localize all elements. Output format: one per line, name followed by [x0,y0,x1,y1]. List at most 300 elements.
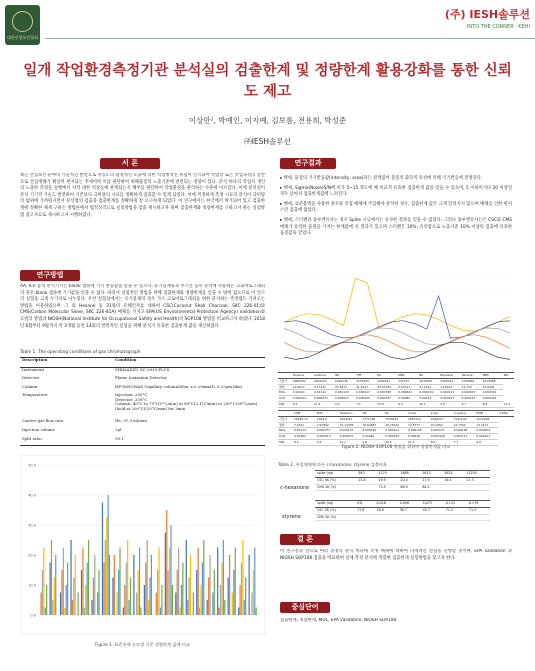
fig1-caption: Figure 1. 표준용액 농도별 기준 정량한계 값에 비교 [95,642,190,647]
fig1-bar [169,548,170,616]
mdl-table-b-cell: 10.64987 [361,422,384,428]
fig1-bar [202,563,203,616]
fig1-bar [84,608,85,616]
mdl-table-b-cell: 0.000527 [339,434,362,440]
section-heading-conclusion: 결 론 [280,534,330,545]
fig1-bar [91,600,92,615]
table2-a-cell: 11250 [464,471,490,478]
mdl-table-a-cell: 0.000822 [397,390,418,396]
mdl-table-a-cell: 0.001124 [334,390,355,396]
table2-b-cell: 0.135 [444,501,467,508]
mdl-table-b-cell: 0.000141 [339,428,362,434]
mdl-table-a-cell: IPA [334,373,355,379]
conclusion-text: 이 연구결과 앞으로 여러 측정의 분석 허나에 측정 매체에 대하여 다계적인 실험을 진행할 것이며, EPA validation 과 NIOSH SOP108 검출을 비교하여 실제 측정 분석에 적합한 검출한계 실험방법을 찾고자 한다. [280,549,512,561]
fig1-bar [54,578,55,616]
mdl-table-a-cell: 3.17341 [313,384,334,390]
fig1-bar [177,570,178,615]
fig1-bar [193,593,194,616]
fig1-bar [88,540,89,615]
fig1-bar [81,570,82,615]
table2-a-cell: CSC SK (%) [315,477,356,484]
mdl-table-a-cell: Acetone [313,373,334,379]
table2-a-cell: 5625 [442,471,464,478]
mdl-table-b-cell: 0.000213 [316,434,339,440]
table2-b-cell: 71.3 [467,507,490,514]
table2-a-cell: 17.9 [420,477,442,484]
fig1-bar [144,585,145,615]
fig1-bar [149,578,150,616]
table2-a-cell [356,484,376,491]
mdl-table-a-cell: 0.000319 [482,390,503,396]
fig1-y-tick: 40.0 [28,493,36,498]
mdl-table-b-cell: 2-EHA [498,411,514,417]
mdl-table-a-cell: 0.01114 [313,390,334,396]
fig1-y-tick: 20.0 [28,553,36,558]
header-divider [45,38,535,39]
mdl-table-a-cell: 0.000219 [418,390,439,396]
fig1-y-tick: 0.0 [30,613,36,618]
table2-b-cell [374,514,397,521]
mdl-table-a-cell: 10.1 [418,401,439,407]
mdl-table-b-cell: 0.000411 [475,434,498,440]
fig1-y-tick: 30.0 [28,523,36,528]
mdl-table-a-cell: 12.8 [376,401,397,407]
fig1-bar [182,563,183,616]
fig1-bar [133,555,134,615]
fig1-bar [45,608,46,616]
table2-a-cell: 20.4 [398,477,420,484]
mdl-table-a-cell: 13.4 [503,401,514,407]
poster-title: 일개 작업환경측정기관 분석실의 검출한계 및 정량한계 활용강화를 통한 신뢰도 제고 [23,62,512,100]
table2-a-cell: spike (ng) [315,471,356,478]
table2-b-cell: 77.6 [355,507,374,514]
mdl-table-a-cell: 0.00082 [397,396,418,402]
mdl-table-b-cell: 6.2 [293,439,316,445]
fig1-bar [253,570,254,615]
mdl-table-a-cell: 0.000121 [439,396,460,402]
table2-b-cell: 0.072 [421,501,444,508]
fig1-bar [219,608,220,616]
fig1-bar [140,608,141,616]
fig1-bar-chart [20,455,265,635]
mdl-table-a-cell: 0.000407 [460,390,481,396]
section-heading-intro: 서 론 [100,158,160,169]
mdl-table-b-cell: 12.13305 [339,422,362,428]
mdl-table-b-cell: 9.4 [316,439,339,445]
table2-b-row [315,514,490,521]
mdl-table-b-cell: 12.7302 [453,422,476,428]
mdl-table-a-cell: 0000402 [292,378,313,384]
mdl-table-b-cell: PCE [316,411,339,417]
keywords-text: 검출한계, 정량한계, MDL, EPA validation, NIOSH SOP108 [280,618,397,623]
table2-a-row [315,477,490,484]
table1-cell: 2μl [115,426,122,432]
mdl-table-b-cell: 7.0721 [293,422,316,428]
fig1-bar [87,563,88,616]
mdl-table-a-cell: 21.2021 [418,384,439,390]
fig1-bar [166,510,167,615]
seal-icon [12,11,33,32]
mdl-table-b-cell: 0.000127 [430,428,453,434]
mdl-table-b-cell: 0.000117 [453,434,476,440]
fig1-bar [160,608,161,616]
mdl-table-b-cell: Ep [384,411,407,417]
mdl-table-b-cell: 0.00114 [293,428,316,434]
mdl-table-a-cell: 7249094 [460,378,481,384]
fig1-bar [130,578,131,616]
table1-cell: SHIMADZU GC-2010-PLUS [115,366,170,372]
mdl-table-b-cell: 12.3 [407,439,430,445]
mdl-table-b-cell: CB [361,411,384,417]
table2-b-cell: CMS SK (%) [315,514,355,521]
mdl-table-a-cell: 0.000417 [355,390,376,396]
mdl-table-b-cell: MDL [278,428,293,434]
fig1-bar [52,600,53,615]
fig1-bar [139,548,140,616]
results-bullet: ▸ 헥세, 물질의 기기반응값(intensity, area)과는 관계없이 물질의 화학적 특성에 의해 기기반응에 결정된다. [280,176,483,181]
fig1-bar [109,555,110,615]
fig1-bar [209,555,210,615]
fig1-bar [245,578,246,616]
logo-caption: 대한산업보건협회 [7,35,38,40]
table2-b-cell: CSC SK (%) [315,507,355,514]
table2-c-hexanone [315,470,490,491]
fig1-bar [244,600,245,615]
table1-header: Condition [115,357,137,362]
table1-cell: Temperature [22,392,48,398]
fig1-bar [181,585,182,615]
fig1-bar [212,593,213,616]
fig1-bar [165,533,166,616]
mdl-table-b-cell: S/N [278,439,293,445]
mdl-table-a-cell: 13.8012 [439,384,460,390]
fig1-bar [123,608,124,616]
company-logo-name: (주) IESH솔루션 [444,8,530,21]
mdl-table-b-cell: 3222208 [475,416,498,422]
fig1-bar [187,600,188,615]
table2-b-cell: 0.056 [398,501,421,508]
fig1-bar [118,570,119,615]
mdl-table-b-cell: 29259.72 [293,416,316,422]
fig1-bar [43,548,44,616]
fig1-bar [256,608,257,616]
fig1-bar [251,593,252,616]
results-bullets [280,176,512,241]
mdl-table-b-cell: 0.000204 [475,428,498,434]
mdl-table-a-cell: 122547 [397,378,418,384]
mdl-table-a-cell: BA [418,373,439,379]
mdl-table-a-cell: Hexane [292,373,313,379]
table2-a-cell: 21.3 [464,477,490,484]
mdl-table-b-cell: 3265711 [407,416,430,422]
table2-b-cell [398,514,421,521]
table2-styrene [315,500,490,521]
mdl-table-a-cell: S/N [278,401,292,407]
fig1-bar [168,570,169,615]
table2-b-cell [467,514,490,521]
intro-text: 최근 산업보건 분야의 기술적인 발전으로 저농도의 환경적인 노출에 의한 직업병적인 위험이 인식되어 작업장 또는 작업과정의 일반으로 산업재해가 확실히 현저되는 추세이며 이를 판단하여 위해물질의 노출기준에 관련되는 경향이 있다. 분석 허나의 작업자 개인의 노출한 측정을 실행에서 자작 대한 역상들에 관계되는지 해부를 판단하여 작업환경을 관리하는 수준에 이르렀다. 이에 분석실이 분석 기기적 기술도 발전하여 기존보다 극미량의 시료를 정확하게 검출할 수 있게 되었다. 이에 적정하게 측정 시료의 분석이 극미량의 범위에 가까워지면서 분석법의 검출과 검출한계를 정확하게 잘 요구하게 되었다. 이 연구에서는 한국에서 허가되어 있고 검출한계에 정확한 체계 구하는 방법론에서 법적성격으로 실험방법을 검출 재시하고자 하며 검출한계와 정량한계를 구하고자 하는 실험방법 참고자료로 제시하고자 시행하였다. [20,173,265,218]
mdl-table-a-cell: 9.7 [460,401,481,407]
fig1-bar [85,585,86,615]
fig1-bar [119,548,120,616]
mdl-table-b-cell: 0.000257 [316,428,339,434]
fig1-bar [203,540,204,615]
fig1-bar [249,555,250,615]
mdl-table-a-cell: 0.000122 [460,396,481,402]
table2-a-row [315,471,490,478]
mdl-table-a-cell: MEK [397,373,418,379]
table1-cell: Instrument [22,366,45,372]
fig1-bar [61,570,62,615]
fig2-line-chart [278,270,514,370]
table2-a-cell: 2813 [420,471,442,478]
fig1-bar [190,555,191,615]
fig2-caption: Figure 2. NIOSH SOP108 방법을 위하여 정량한계값 비교 [341,444,451,449]
mdl-table-a-cell: 8.8 [482,401,503,407]
mdl-table-b-cell: 절편 [278,422,293,428]
author-list: 이상만¹, 박예인, 이지예, 김보름, 전용희, 박성준 [188,116,347,125]
table2-b-row [315,501,490,508]
section-heading-keywords: 중심단어 [280,602,330,613]
mdl-table-a-cell: 0.97721 [397,384,418,390]
fig1-bar [94,555,95,615]
mdl-table-a-cell: 0.005311 [292,396,313,402]
mdl-table-a-cell: 3200014 [439,378,460,384]
fig1-bar [238,608,239,616]
mdl-table-a-cell: 0.000412 [482,396,503,402]
mdl-table-a-cell: 6461145 [334,378,355,384]
mdl-table-a-cell: 9.3 [334,401,355,407]
table2-b-cell: 0.179 [467,501,490,508]
table2-b-cell: spike (ng) [315,501,355,508]
table1-cell: Flame Ionization Detector [115,375,167,381]
mdl-table-b-cell: 8.9 [430,439,453,445]
fig1-bar [172,585,173,615]
mdl-table-b-cell: EMB [475,411,498,417]
mdl-table-b-cell: 0.00362 [293,434,316,440]
fig1-bar [148,600,149,615]
fig1-bar [112,578,113,616]
fig1-bar [55,555,56,615]
fig1-bar [224,600,225,615]
fig1-bar [156,593,157,616]
fig1-bar [126,563,127,616]
table2-caption: Table 2. 주입매체에 따른 c-hexanone, styrene 검출비율 [278,462,387,467]
table2-b-cell [444,514,467,521]
fig1-bar [75,555,76,615]
table2-a-row [315,484,490,491]
mdl-table-a-cell: 6.4 [397,401,418,407]
mdl-table-a-cell: 0.000027 [334,396,355,402]
fig1-bar [220,585,221,615]
mdl-table-b-cell: o-xylene [453,411,476,417]
fig1-bar [106,518,107,616]
mdl-table-a-cell: 0.00143 [418,396,439,402]
mdl-table-b-cell: 13.8773 [407,422,430,428]
fig1-bar [242,540,243,615]
fig1-bar [145,563,146,616]
mdl-table-b-cell: 10.5 [384,439,407,445]
mdl-table-a-cell: MBK [482,373,503,379]
table1-cell: He, 91.9 ml/min [115,418,147,424]
mdl-table-a-cell: 기울기 [278,378,292,384]
mdl-table-a-cell: 2033505 [418,378,439,384]
mdl-table-a-cell: 0402151 [313,378,334,384]
mdl-table-a-cell: 0.000472 [313,396,334,402]
mdl-table-a-cell: MDL [278,390,292,396]
table2-a-cell: 16.4 [442,477,464,484]
table2-b-cell: 36.7 [398,507,421,514]
mdl-table-a-cell: 11.779 [460,384,481,390]
mdl-table-a-cell: 7.5 [355,401,376,407]
mdl-table-b-cell: 0.00046 [361,434,384,440]
mdl-table-b-cell: 7.1 [453,439,476,445]
mdl-table-a-cell: Benzene [439,373,460,379]
mdl-table-a-cell: 5.9 [439,401,460,407]
table2-b-cell: 71.2 [444,507,467,514]
mdl-table-a-cell: 0.000925 [355,396,376,402]
mdl-table-b-cell: 0.000198 [453,428,476,434]
fig1-bar [108,495,109,615]
fig1-bar [157,570,158,615]
table2-a-cell: 64.2 [420,484,442,491]
fig1-bar [235,548,236,616]
fig1-bar [60,593,61,616]
fig1-bar [72,600,73,615]
mdl-table-b-cell: 0.000408 [430,434,453,440]
table1-cell: Injection: 250°C Detector: 250°C Column: 40°C to 70°(10°C/min) to 80°C(5.1°C/min) to 200°C(30°C/min)(hold at 200°C)(20°C/min) for 3min [115,392,258,411]
mdl-table-b-cell: 0.000195 [361,428,384,434]
fig1-bar [207,600,208,615]
fig1-bar [128,600,129,615]
mdl-table-b-cell: 0.000311 [384,428,407,434]
fig1-bar [254,548,255,616]
fig1-bar [105,540,106,615]
table1-cell: Column [22,383,38,389]
mdl-table-b-cell: 기울기 [278,416,293,422]
methods-text: AA, ICP 등의 분석기기는 blank 샘플에 기기 반응값을 얻을 수 있으나, 유기용제류과 무기산 등의 분석에 사용하는 크로마토그래피의 경우 blank 샘플에 기기값을 얻을 수 없다. 따라서 실험적인 방법을 위해 검출한계와 정량한계를 얻을 수 밖에 없으므로 이 연구의 실험을 크게 두가지로 나누었다. 우선 실험실에서는 유기용제의 경우 가스 크로마토그래피를 위한 분석하는 측정법도 가져오는 방법을 이용하였으며 그 외 Hexane 등 21종의 유해인자를 대하여 CSC(Coconut Shell Charcoal, SKC 226-01)와 CMS(Carbon Molecular Sieve, SKC 226-81A) 매체를 가지고 EPA(US Environmental Protection Agency) validation와 모델의 방법과 NIOSH(National Institute for Occupational Safety and Health)의 SOP108 방법을 비교하고자 하였다. 2018년 6월부터 9월까지 약 3개월 동안 14회의 반복적인 실험을 위해 분석기 유효한 검출한계 값을 계산하였다. [20,284,265,329]
fig1-bar [223,540,224,615]
fig1-bar [117,593,118,616]
mdl-table-b-cell: 0.000126 [407,428,430,434]
mdl-table-a-cell: 16.0011 [292,384,313,390]
table2-b-cell [355,514,374,521]
fig1-bar [64,608,65,616]
fig1-y-tick: 10.0 [28,583,36,588]
fig1-bar [73,578,74,616]
fig1-bar [103,563,104,616]
fig1-bar [114,555,115,615]
table2-b-cell: 0.016 [374,501,397,508]
mdl-table-b [278,410,514,446]
fig1-bar [93,578,94,616]
compound-label-styrene: styrene [282,514,301,520]
fig1-bar [51,540,52,615]
table2-a-cell: 15.8 [356,477,376,484]
mdl-table-a-cell: 15.0405 [482,384,503,390]
mdl-table-b-cell: 1771180 [361,416,384,422]
mdl-table-a-cell: IBA [503,373,514,379]
affiliation: ㈜IESH솔루션 [244,137,291,146]
mdl-table-a-cell: 30.97189 [376,384,397,390]
table2-a-cell: 73.5 [376,484,398,491]
mdl-table-a-cell: 2219068 [482,378,503,384]
fig1-bar [228,578,229,616]
mdl-table-a-cell: EA [376,373,397,379]
table1-cell: Split ratio [22,435,42,441]
fig1-bar [233,570,234,615]
fig1-bar [170,525,171,615]
fig1-bar [49,563,50,616]
fig1-bar [124,585,125,615]
fig1-bar [147,540,148,615]
fig1-bar [221,563,222,616]
fig1-bar [46,585,47,615]
table2-a-cell: 1688 [398,471,420,478]
table2-b-cell [421,514,444,521]
fig1-bar [42,570,43,615]
fig1-bar [151,555,152,615]
table2-a-cell: CMS SK (%) [315,484,356,491]
mdl-table-a-cell: 0.000788 [376,390,397,396]
fig1-bar [66,585,67,615]
fig1-bar [229,555,230,615]
table1-cell: Injection volume [22,426,55,432]
association-logo [5,5,40,45]
mdl-table-b-cell: 11.1 [339,439,362,445]
results-bullet: ▸ 헥세, 스티렌과 톨루엔유사는 경우 Spike 시료에서는 유사한 결과를 얻을 수 없었다. 그러나 톨루엔유사는은 CSC와 CMS 매체가 유의한 품질을 가지는 한계값에 선 결과가 있으며 스티렌은 10%, 유의함으로 노출기준 10% 이상의 검출에 유효한 품질값을 얻었다. [280,217,512,237]
fig1-bar [198,548,199,616]
mdl-table-b-cell: p-Xyl [430,411,453,417]
table1-cell: Carrier gas flow rate [22,418,64,424]
fig1-bar [208,578,209,616]
mdl-table-b-cell: 2.97952 [316,422,339,428]
mdl-table-a-row [278,401,514,407]
mdl-table-b-cell: 7.8 [361,439,384,445]
mdl-table-b-cell: LOQ [278,434,293,440]
fig1-bar [239,585,240,615]
company-logo [435,6,530,34]
fig1-bar [186,540,187,615]
fig1-bar [70,540,71,615]
table2-b-cell: 45.7 [421,507,444,514]
mdl-table-a-cell: 절편 [278,384,292,390]
table1-header: Description [22,357,48,362]
fig1-bar [158,548,159,616]
table2-a-cell: 563 [356,471,376,478]
mdl-table-a-cell: 8.1 [292,401,313,407]
fig1-bar [127,540,128,615]
fig1-bar [214,570,215,615]
mdl-table-b-cell: Hexanon [339,411,362,417]
table1-cell: HP-INNOWAX Capillary column(60m, x 0.25mmID, 0.25μm film) [115,383,243,389]
section-heading-methods: 연구방법 [20,270,80,281]
fig1-bar [175,593,176,616]
compound-label-c-hexanone: c-hexanone [280,485,310,491]
fig1-bar [77,593,78,616]
mdl-table-b-cell: 2946257 [430,416,453,422]
mdl-table-a-cell: 0.000787 [376,396,397,402]
fig1-bar [97,593,98,616]
table2-a-cell [442,484,464,491]
company-logo-sub: INTO THE CORNER · KEHI [466,24,530,30]
table1-cell: 90:1 [115,435,124,441]
mdl-table-b-cell: 13.0417 [475,422,498,428]
fig1-bar [217,548,218,616]
fig1-bar [161,585,162,615]
mdl-table-b-cell: 1364.6 [316,416,339,422]
mdl-table-b-cell: m-Xyl [407,411,430,417]
